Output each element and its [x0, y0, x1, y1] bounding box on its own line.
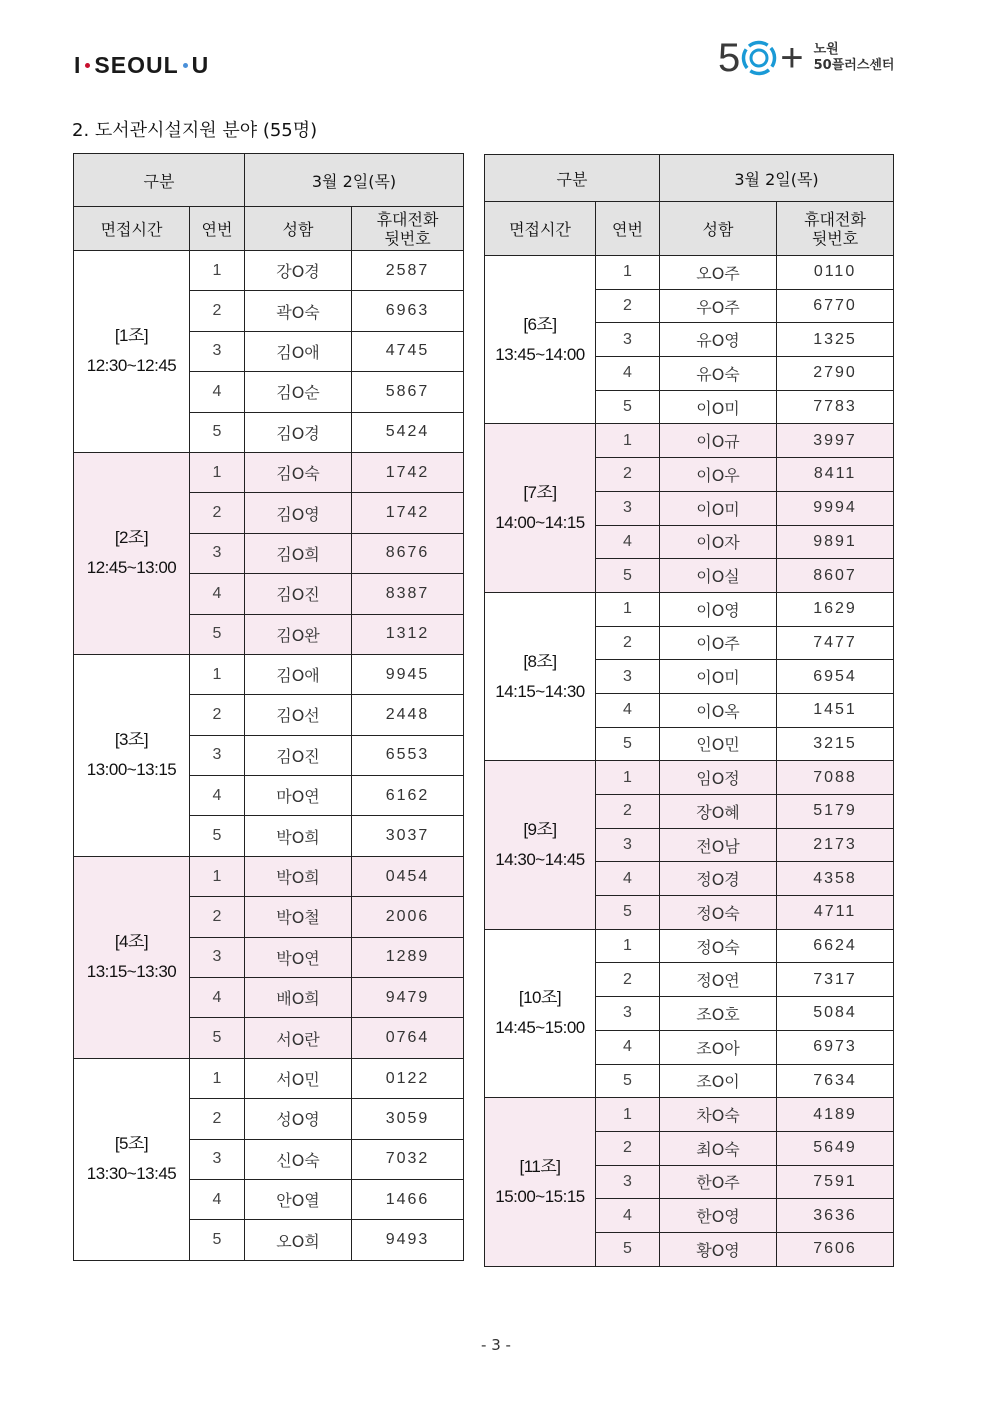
phone-cell: 1742 [352, 493, 464, 533]
name-cell: 안O열 [245, 1179, 352, 1219]
phone-cell: 6963 [352, 291, 464, 331]
logo-red-dot [85, 63, 90, 68]
seq-cell: 1 [190, 1058, 245, 1098]
seq-cell: 4 [596, 1199, 660, 1233]
name-cell: 박O희 [245, 816, 352, 856]
phone-cell: 3636 [777, 1199, 894, 1233]
seq-cell: 4 [190, 372, 245, 412]
phone-cell: 8607 [777, 559, 894, 593]
seq-cell: 5 [190, 816, 245, 856]
group-cell [485, 929, 596, 1097]
seq-cell: 3 [596, 997, 660, 1031]
schedule-table-right [484, 154, 894, 1267]
table-row [485, 592, 894, 626]
name-cell: 오O주 [660, 256, 777, 290]
header-phone [352, 207, 464, 251]
seq-cell: 4 [596, 357, 660, 391]
header-category: 구분 [485, 155, 660, 202]
name-cell: 김O완 [245, 614, 352, 654]
phone-cell: 6954 [777, 660, 894, 694]
name-cell: 서O란 [245, 1018, 352, 1058]
group-time: 14:30~14:45 [495, 850, 585, 870]
name-cell: 강O경 [245, 251, 352, 291]
i-seoul-u-logo [74, 52, 209, 79]
name-cell: 오O희 [245, 1220, 352, 1260]
name-cell: 차O숙 [660, 1098, 777, 1132]
phone-cell: 5179 [777, 795, 894, 829]
seq-cell: 2 [190, 897, 245, 937]
group-cell [485, 256, 596, 424]
group-label: [4조] [114, 932, 149, 952]
table-row [485, 1098, 894, 1132]
phone-cell: 2448 [352, 695, 464, 735]
phone-cell: 6162 [352, 776, 464, 816]
seq-cell: 2 [596, 626, 660, 660]
phone-cell: 9479 [352, 978, 464, 1018]
name-cell: 김O애 [245, 331, 352, 371]
header-name: 성함 [245, 207, 352, 251]
phone-cell: 3059 [352, 1099, 464, 1139]
name-cell: 임O정 [660, 761, 777, 795]
table-row [485, 929, 894, 963]
group-label: [5조] [114, 1134, 149, 1154]
header-phone-line1: 휴대전화 [376, 209, 439, 229]
seq-cell: 4 [190, 978, 245, 1018]
seq-cell: 5 [596, 559, 660, 593]
group-label: [11조] [519, 1156, 561, 1176]
group-cell [74, 856, 190, 1058]
group-cell [74, 251, 190, 453]
group-time: 12:30~12:45 [86, 356, 177, 376]
name-cell: 인O민 [660, 727, 777, 761]
logo-text-line2: 50플러스센터 [813, 58, 895, 73]
seq-cell: 5 [190, 614, 245, 654]
group-time: 13:45~14:00 [495, 344, 585, 364]
group-label: [3조] [114, 730, 149, 750]
seq-cell: 4 [596, 693, 660, 727]
group-label: [10조] [518, 988, 562, 1008]
name-cell: 장O혜 [660, 795, 777, 829]
phone-cell: 8676 [352, 533, 464, 573]
name-cell: 배O희 [245, 978, 352, 1018]
left-table-body [74, 251, 464, 1261]
phone-cell: 0454 [352, 856, 464, 896]
seq-cell: 5 [190, 1220, 245, 1260]
phone-cell: 4711 [777, 896, 894, 930]
header-date: 3월 2일(목) [660, 155, 894, 202]
name-cell: 이O주 [660, 626, 777, 660]
name-cell: 정O경 [660, 862, 777, 896]
phone-cell: 1742 [352, 452, 464, 492]
target-ring-icon [740, 39, 778, 77]
name-cell: 이O미 [660, 660, 777, 694]
seq-cell: 5 [190, 1018, 245, 1058]
seq-cell: 3 [190, 937, 245, 977]
name-cell: 황O영 [660, 1232, 777, 1266]
seq-cell: 5 [596, 727, 660, 761]
name-cell: 조O호 [660, 997, 777, 1031]
table-row [74, 452, 464, 492]
seq-cell: 2 [190, 1099, 245, 1139]
logo-part-i: I [74, 52, 82, 78]
name-cell: 이O옥 [660, 693, 777, 727]
header-phone-line2: 뒷번호 [384, 228, 431, 248]
seq-cell: 3 [190, 735, 245, 775]
header-phone-line1: 휴대전화 [804, 209, 866, 229]
phone-cell: 2587 [352, 251, 464, 291]
name-cell: 조O이 [660, 1064, 777, 1098]
seq-cell: 3 [596, 660, 660, 694]
seq-cell: 1 [190, 251, 245, 291]
logo-part-u: U [191, 52, 210, 78]
phone-cell: 3037 [352, 816, 464, 856]
table-row [74, 654, 464, 694]
name-cell: 정O숙 [660, 896, 777, 930]
group-time: 13:00~13:15 [86, 760, 177, 780]
seq-cell: 2 [596, 963, 660, 997]
phone-cell: 1629 [777, 592, 894, 626]
seq-cell: 2 [596, 795, 660, 829]
logo-plus: + [780, 36, 804, 80]
name-cell: 김O애 [245, 654, 352, 694]
group-cell [485, 1098, 596, 1266]
phone-cell: 6770 [777, 289, 894, 323]
seq-cell: 3 [596, 1165, 660, 1199]
name-cell: 서O민 [245, 1058, 352, 1098]
group-label: [6조] [523, 314, 557, 334]
group-label: [7조] [523, 483, 557, 503]
seq-cell: 1 [596, 1098, 660, 1132]
group-label: [8조] [523, 651, 557, 671]
header-phone-line2: 뒷번호 [811, 228, 859, 248]
seq-cell: 4 [190, 574, 245, 614]
phone-cell: 0110 [777, 256, 894, 290]
seq-cell: 5 [190, 412, 245, 452]
phone-cell: 9994 [777, 491, 894, 525]
phone-cell: 7032 [352, 1139, 464, 1179]
name-cell: 김O희 [245, 533, 352, 573]
group-label: [2조] [114, 528, 149, 548]
header-name: 성함 [660, 202, 777, 256]
phone-cell: 9891 [777, 525, 894, 559]
name-cell: 성O영 [245, 1099, 352, 1139]
name-cell: 이O자 [660, 525, 777, 559]
table-row [74, 1058, 464, 1098]
phone-cell: 7634 [777, 1064, 894, 1098]
name-cell: 조O아 [660, 1030, 777, 1064]
seq-cell: 5 [596, 1232, 660, 1266]
seq-cell: 4 [596, 862, 660, 896]
phone-cell: 5867 [352, 372, 464, 412]
phone-cell: 4358 [777, 862, 894, 896]
phone-cell: 1312 [352, 614, 464, 654]
seq-cell: 1 [190, 654, 245, 694]
header-category: 구분 [74, 154, 245, 207]
name-cell: 이O규 [660, 424, 777, 458]
name-cell: 정O숙 [660, 929, 777, 963]
group-time: 13:30~13:45 [86, 1164, 177, 1184]
table-row [485, 424, 894, 458]
name-cell: 유O숙 [660, 357, 777, 391]
phone-cell: 7317 [777, 963, 894, 997]
phone-cell: 6624 [777, 929, 894, 963]
phone-cell: 5424 [352, 412, 464, 452]
seq-cell: 3 [596, 828, 660, 862]
name-cell: 박O희 [245, 856, 352, 896]
seq-cell: 5 [596, 896, 660, 930]
name-cell: 박O연 [245, 937, 352, 977]
schedule-table-left [73, 153, 464, 1261]
phone-cell: 2173 [777, 828, 894, 862]
phone-cell: 8411 [777, 458, 894, 492]
seq-cell: 4 [596, 1030, 660, 1064]
group-cell [485, 761, 596, 929]
group-cell [74, 654, 190, 856]
name-cell: 김O진 [245, 574, 352, 614]
name-cell: 전O남 [660, 828, 777, 862]
group-cell [485, 592, 596, 760]
phone-cell: 7783 [777, 390, 894, 424]
seq-cell: 3 [596, 323, 660, 357]
name-cell: 우O주 [660, 289, 777, 323]
seq-cell: 3 [190, 1139, 245, 1179]
table-row [485, 256, 894, 290]
group-time: 14:15~14:30 [495, 681, 585, 701]
name-cell: 이O미 [660, 491, 777, 525]
section-title: 2. 도서관시설지원 분야 (55명) [72, 120, 318, 141]
group-label: [1조] [114, 326, 149, 346]
seq-cell: 1 [596, 424, 660, 458]
phone-cell: 3997 [777, 424, 894, 458]
name-cell: 김O숙 [245, 452, 352, 492]
seq-cell: 1 [596, 761, 660, 795]
seq-cell: 2 [596, 289, 660, 323]
phone-cell: 8387 [352, 574, 464, 614]
seq-cell: 2 [190, 493, 245, 533]
name-cell: 한O영 [660, 1199, 777, 1233]
phone-cell: 0764 [352, 1018, 464, 1058]
phone-cell: 2006 [352, 897, 464, 937]
group-time: 15:00~15:15 [495, 1186, 585, 1206]
right-table-body [485, 256, 894, 1267]
phone-cell: 1325 [777, 323, 894, 357]
table-row [485, 761, 894, 795]
phone-cell: 6973 [777, 1030, 894, 1064]
group-time: 14:45~15:00 [495, 1018, 585, 1038]
name-cell: 김O선 [245, 695, 352, 735]
group-cell [74, 452, 190, 654]
logo-five: 5 [718, 36, 741, 80]
seq-cell: 4 [190, 776, 245, 816]
name-cell: 최O숙 [660, 1131, 777, 1165]
seq-cell: 2 [190, 291, 245, 331]
seq-cell: 2 [596, 1131, 660, 1165]
seq-cell: 4 [596, 525, 660, 559]
name-cell: 마O연 [245, 776, 352, 816]
phone-cell: 4189 [777, 1098, 894, 1132]
name-cell: 박O철 [245, 897, 352, 937]
seq-cell: 4 [190, 1179, 245, 1219]
group-cell [74, 1058, 190, 1260]
table-row [74, 251, 464, 291]
phone-cell: 0122 [352, 1058, 464, 1098]
seq-cell: 1 [596, 256, 660, 290]
seq-cell: 2 [190, 695, 245, 735]
seq-cell: 1 [596, 592, 660, 626]
phone-cell: 4745 [352, 331, 464, 371]
seq-cell: 5 [596, 1064, 660, 1098]
phone-cell: 3215 [777, 727, 894, 761]
page-number: - 3 - [481, 1336, 511, 1354]
name-cell: 이O실 [660, 559, 777, 593]
seq-cell: 1 [596, 929, 660, 963]
name-cell: 이O영 [660, 592, 777, 626]
name-cell: 김O진 [245, 735, 352, 775]
phone-cell: 7606 [777, 1232, 894, 1266]
name-cell: 김O순 [245, 372, 352, 412]
table-row [74, 856, 464, 896]
group-label: [9조] [523, 820, 557, 840]
seq-cell: 2 [596, 458, 660, 492]
header-interview-time: 면접시간 [74, 207, 190, 251]
logo-text-line1: 노원 [813, 42, 839, 57]
name-cell: 신O숙 [245, 1139, 352, 1179]
logo-text [814, 42, 895, 74]
phone-cell: 1289 [352, 937, 464, 977]
phone-cell: 6553 [352, 735, 464, 775]
seq-cell: 3 [190, 533, 245, 573]
logo-part-seoul: SEOUL [94, 52, 179, 78]
header-date: 3월 2일(목) [245, 154, 464, 207]
seq-cell: 1 [190, 452, 245, 492]
logo-blue-dot [183, 63, 188, 68]
group-time: 12:45~13:00 [86, 558, 177, 578]
phone-cell: 7477 [777, 626, 894, 660]
header-seq: 연번 [596, 202, 660, 256]
seq-cell: 1 [190, 856, 245, 896]
name-cell: 김O영 [245, 493, 352, 533]
name-cell: 이O미 [660, 390, 777, 424]
phone-cell: 9945 [352, 654, 464, 694]
phone-cell: 5084 [777, 997, 894, 1031]
name-cell: 한O주 [660, 1165, 777, 1199]
phone-cell: 9493 [352, 1220, 464, 1260]
name-cell: 이O우 [660, 458, 777, 492]
group-time: 14:00~14:15 [495, 513, 585, 533]
nowon-50plus-logo [718, 38, 895, 78]
group-cell [485, 424, 596, 592]
header-seq: 연번 [190, 207, 245, 251]
phone-cell: 7591 [777, 1165, 894, 1199]
group-time: 13:15~13:30 [86, 962, 177, 982]
header-interview-time: 면접시간 [485, 202, 596, 256]
name-cell: 곽O숙 [245, 291, 352, 331]
phone-cell: 1451 [777, 693, 894, 727]
seq-cell: 5 [596, 390, 660, 424]
name-cell: 정O연 [660, 963, 777, 997]
phone-cell: 1466 [352, 1179, 464, 1219]
seq-cell: 3 [190, 331, 245, 371]
phone-cell: 2790 [777, 357, 894, 391]
name-cell: 유O영 [660, 323, 777, 357]
header-phone [777, 202, 894, 256]
name-cell: 김O경 [245, 412, 352, 452]
seq-cell: 3 [596, 491, 660, 525]
phone-cell: 5649 [777, 1131, 894, 1165]
phone-cell: 7088 [777, 761, 894, 795]
